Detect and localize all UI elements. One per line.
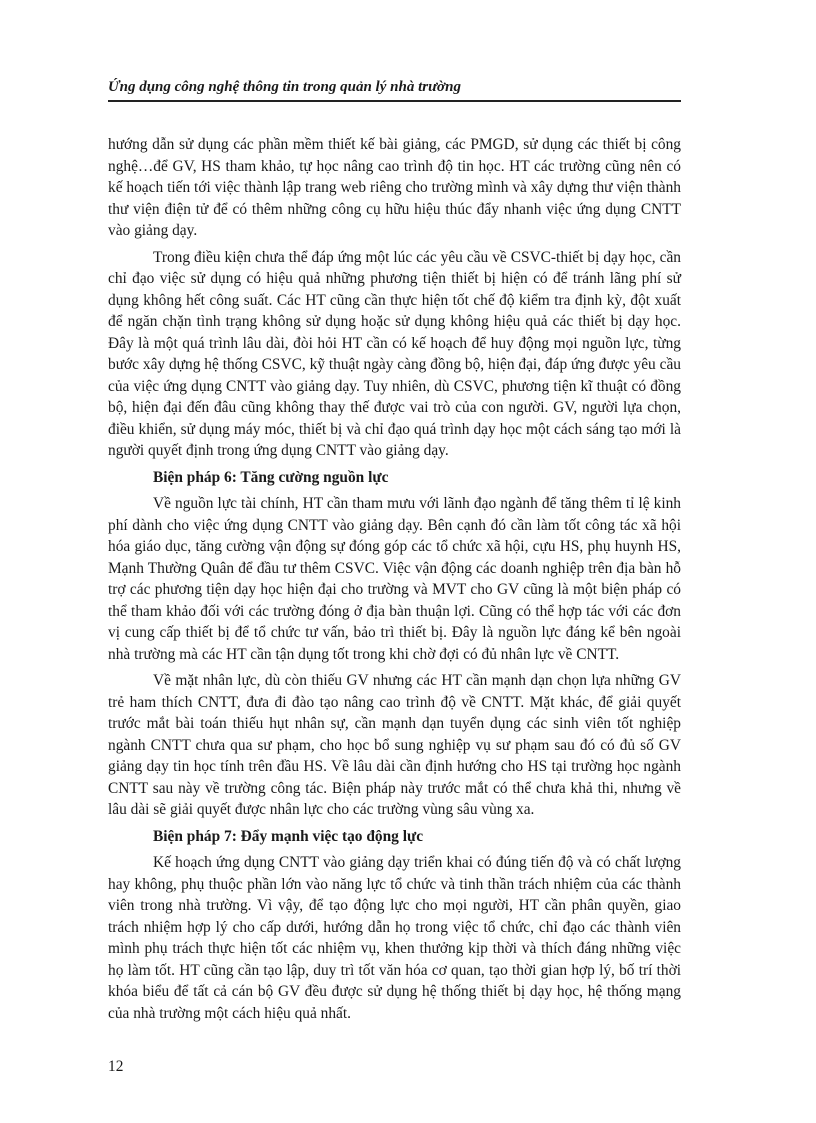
section-heading-6: Biện pháp 6: Tăng cường nguồn lực <box>153 468 389 486</box>
paragraph-1: hướng dẫn sử dụng các phần mềm thiết kế bài giảng, các PMGD, sử dụng các thiết bị công nghệ…để GV, HS tham khảo, tự học nâng cao trình độ tin học. HT các trường cũng nên có kế hoạch tiến tới việc thành lập trang web riêng cho trường mình và xây dựng thư viện thành thư viện điện tử để có thêm những công cụ hữu hiệu thúc đẩy nhanh việc ứng dụng CNTT vào giảng dạy. <box>108 136 681 239</box>
page-number: 12 <box>108 1058 124 1075</box>
paragraph-4: Về mặt nhân lực, dù còn thiếu GV nhưng các HT cần mạnh dạn chọn lựa những GV trẻ ham thích CNTT, đưa đi đào tạo nâng cao trình độ về CNTT. Mặt khác, để giải quyết trước mắt bài toán thiếu hụt nhân sự, cần mạnh dạn tuyển dụng các sinh viên tốt nghiệp ngành CNTT chưa qua sư phạm, cho học bổ sung nghiệp vụ sư phạm sau đó có đủ số GV giảng dạy tin học tính trên đầu HS. Về lâu dài cần định hướng cho HS tại trường học ngành CNTT sau này về trường công tác. Biện pháp này trước mắt có thể chưa khả thi, nhưng về lâu dài sẽ giải quyết được nhân lực cho các trường vùng sâu vùng xa. <box>108 672 681 818</box>
section-heading-7: Biện pháp 7: Đẩy mạnh việc tạo động lực <box>153 827 424 845</box>
paragraph-3: Về nguồn lực tài chính, HT cần tham mưu với lãnh đạo ngành để tăng thêm tỉ lệ kinh phí dành cho việc ứng dụng CNTT vào giảng dạy. Bên cạnh đó cần làm tốt công tác xã hội hóa giáo dục, tăng cường vận động sự đóng góp các tổ chức xã hội, cựu HS, phụ huynh HS, Mạnh Thường Quân để đầu tư thêm CSVC. Việc vận động các doanh nghiệp trên địa bàn hỗ trợ các phương tiện dạy học hiện đại cho trường và MVT cho GV cũng là một biện pháp có thể tham khảo đối với các trường đóng ở địa bàn thuận lợi. Cũng có thể hợp tác với các đơn vị cung cấp thiết bị để tổ chức tư vấn, bảo trì thiết bị. Đây là nguồn lực đáng kể bên ngoài nhà trường mà các HT cần tận dụng tốt trong khi chờ đợi có đủ nhân lực về CNTT. <box>108 495 681 663</box>
document-body <box>108 134 681 1029</box>
running-header <box>108 78 681 102</box>
running-header-title: Ứng dụng công nghệ thông tin trong quản lý nhà trường <box>108 79 461 95</box>
paragraph-2: Trong điều kiện chưa thể đáp ứng một lúc các yêu cầu về CSVC-thiết bị dạy học, cần chỉ đạo việc sử dụng có hiệu quả những phương tiện thiết bị hiện có để tránh lãng phí sử dụng không hết công suất. Các HT cũng cần thực hiện tốt chế độ kiểm tra định kỳ, đột xuất để ngăn chặn tình trạng không sử dụng hoặc sử dụng không hiệu quả các thiết bị dạy học. Đây là một quá trình lâu dài, đòi hỏi HT cần có kế hoạch để huy động mọi nguồn lực, từng bước xây dựng hệ thống CSVC, kỹ thuật ngày càng đồng bộ, hiện đại, đáp ứng được yêu cầu của việc ứng dụng CNTT vào giảng dạy. Tuy nhiên, dù CSVC, phương tiện kĩ thuật có đồng bộ, hiện đại đến đâu cũng không thay thế được vai trò của con người. GV, người lựa chọn, điều khiển, sử dụng máy móc, thiết bị và chỉ đạo quá trình dạy học một cách sáng tạo mới là người quyết định trong ứng dụng CNTT vào giảng dạy. <box>108 248 681 459</box>
paragraph-5: Kế hoạch ứng dụng CNTT vào giảng dạy triển khai có đúng tiến độ và có chất lượng hay không, phụ thuộc phần lớn vào năng lực tổ chức và tinh thần trách nhiệm của các thành viên trong nhà trường. Vì vậy, để tạo động lực cho mọi người, HT cần phân quyền, giao trách nhiệm hợp lý cho cấp dưới, hướng dẫn họ trong việc tổ chức, chỉ đạo các thành viên mình phụ trách thực hiện tốt các nhiệm vụ, khen thưởng kịp thời và thích đáng những việc họ làm tốt. HT cũng cần tạo lập, duy trì tốt văn hóa cơ quan, tạo thời gian hợp lý, bố trí thời khóa biểu để tất cả cán bộ GV đều được sử dụng hệ thống thiết bị dạy học, hệ thống mạng của nhà trường một cách hiệu quả nhất. <box>108 854 681 1022</box>
